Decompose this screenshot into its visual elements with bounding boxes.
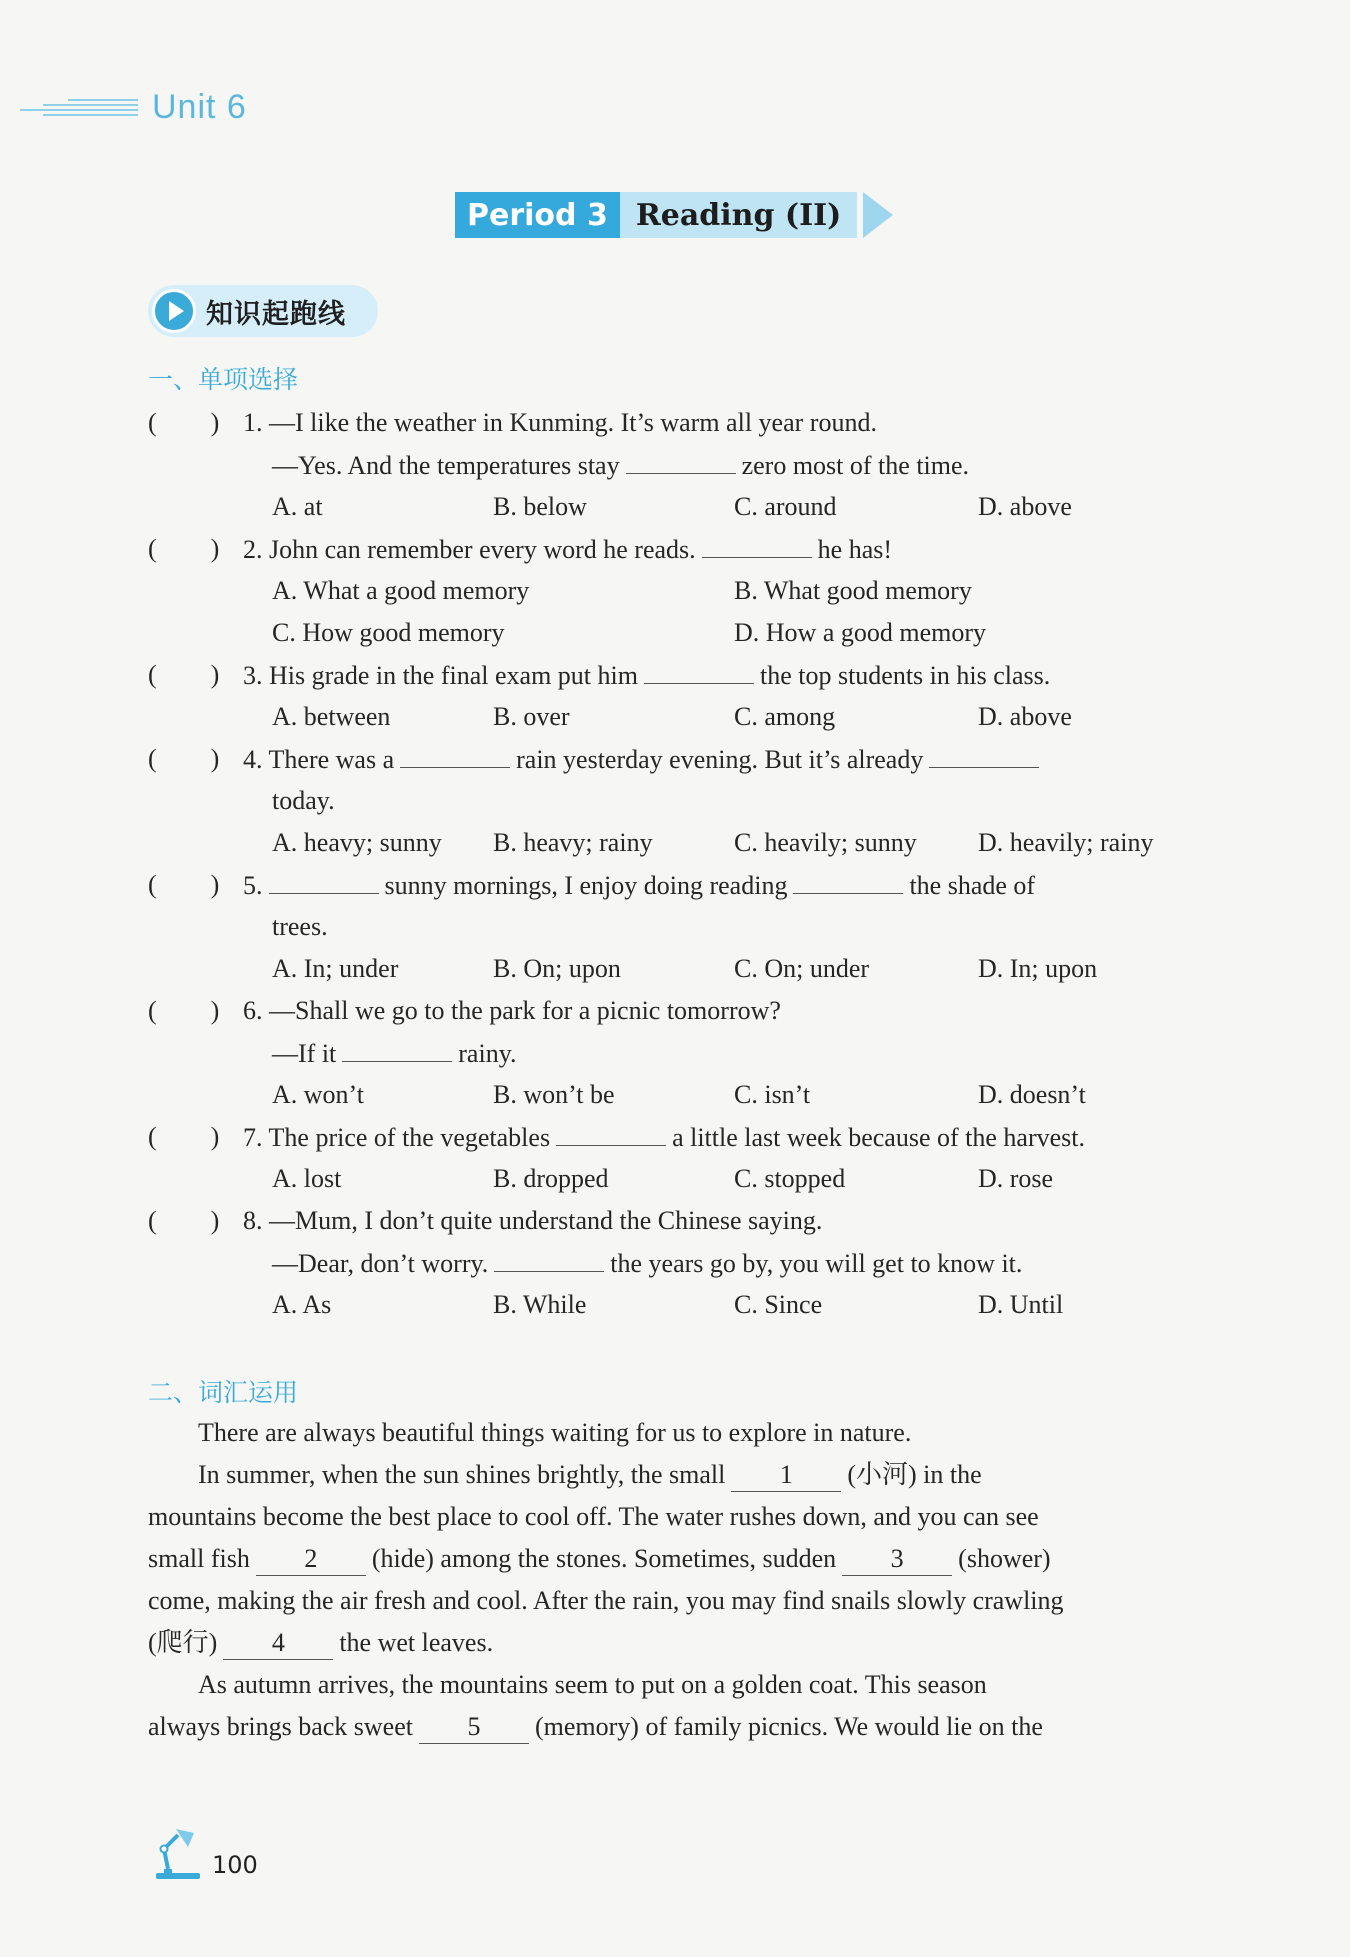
question-1-line-2: —Yes. And the temperatures stay zero most of the time. (272, 451, 970, 480)
passage-line-7: As autumn arrives, the mountains seem to put on a golden coat. This season (198, 1670, 987, 1699)
unit-title: Unit 6 (152, 88, 247, 126)
option-d: D. above (978, 492, 1072, 521)
desk-lamp-icon (150, 1825, 204, 1881)
question-6-line-2: —If it rainy. (272, 1039, 517, 1068)
option-d: D. heavily; rainy (978, 828, 1154, 857)
answer-bracket[interactable]: ( ) (148, 1206, 220, 1235)
option-a: A. lost (272, 1164, 342, 1193)
question-5-line-2: trees. (272, 912, 328, 941)
option-d: D. How a good memory (734, 618, 987, 647)
option-a: A. As (272, 1290, 332, 1319)
option-b: B. dropped (493, 1164, 609, 1193)
question-5-line-1: 5. sunny mornings, I enjoy doing reading the shade of (243, 871, 1036, 900)
answer-bracket[interactable]: ( ) (148, 870, 220, 899)
page-footer (150, 1825, 258, 1881)
answer-blank[interactable] (793, 869, 903, 894)
option-d: D. rose (978, 1164, 1054, 1193)
option-a: A. won’t (272, 1080, 364, 1109)
passage-line-4: small fish 2 (hide) among the stones. Sometimes, sudden 3 (shower) (148, 1543, 1051, 1576)
question-7-line-1: 7. The price of the vegetables a little last week because of the harvest. (243, 1123, 1086, 1152)
option-b: B. On; upon (493, 954, 621, 983)
question-2-line-1: 2. John can remember every word he reads. he has! (243, 535, 893, 564)
answer-bracket[interactable]: ( ) (148, 1122, 220, 1151)
option-c: C. heavily; sunny (734, 828, 917, 857)
numbered-blank[interactable]: 5 (419, 1711, 529, 1744)
option-d: D. doesn’t (978, 1080, 1086, 1109)
option-c: C. among (734, 702, 836, 731)
option-b: B. heavy; rainy (493, 828, 653, 857)
answer-bracket[interactable]: ( ) (148, 534, 220, 563)
question-4-line-1: 4. There was a rain yesterday evening. But it’s already (243, 743, 1045, 776)
answer-blank[interactable] (644, 659, 754, 684)
answer-blank[interactable] (556, 1121, 666, 1146)
part2-heading: 二、词汇运用 (148, 1378, 299, 1407)
option-c: C. On; under (734, 954, 870, 983)
option-a: A. In; under (272, 954, 399, 983)
option-d: D. above (978, 702, 1072, 731)
numbered-blank[interactable]: 3 (842, 1543, 952, 1576)
banner-arrow-icon (863, 192, 893, 238)
question-8-line-1: 8. —Mum, I don’t quite understand the Chinese saying. (243, 1206, 823, 1235)
option-c: C. stopped (734, 1164, 846, 1193)
play-icon (152, 289, 196, 333)
question-8-line-2: —Dear, don’t worry. the years go by, you will get to know it. (272, 1249, 1023, 1278)
answer-blank[interactable] (626, 449, 736, 474)
page-number: 100 (212, 1851, 258, 1879)
passage-line-1: There are always beautiful things waiting for us to explore in nature. (198, 1418, 912, 1447)
answer-blank[interactable] (269, 869, 379, 894)
option-a: A. What a good memory (272, 576, 530, 605)
answer-bracket[interactable]: ( ) (148, 996, 220, 1025)
section-tag-label: 知识起跑线 (206, 298, 346, 330)
option-d: D. In; upon (978, 954, 1098, 983)
option-c: C. isn’t (734, 1080, 811, 1109)
numbered-blank[interactable]: 4 (223, 1627, 333, 1660)
answer-bracket[interactable]: ( ) (148, 660, 220, 689)
question-3-line-1: 3. His grade in the final exam put him the top students in his class. (243, 661, 1051, 690)
option-b: B. What good memory (734, 576, 972, 605)
option-d: D. Until (978, 1290, 1064, 1319)
passage-line-8: always brings back sweet 5 (memory) of family picnics. We would lie on the (148, 1711, 1043, 1744)
period-subtitle: Reading (II) (620, 192, 858, 238)
answer-blank[interactable] (400, 743, 510, 768)
numbered-blank[interactable]: 1 (731, 1459, 841, 1492)
answer-blank[interactable] (702, 533, 812, 558)
answer-bracket[interactable]: ( ) (148, 744, 220, 773)
unit-header (20, 88, 247, 127)
option-b: B. below (493, 492, 587, 521)
question-1-line-1: 1. —I like the weather in Kunming. It’s warm all year round. (243, 408, 877, 437)
passage-line-2: In summer, when the sun shines brightly, the small 1 (小河) in the (198, 1459, 982, 1492)
question-4-line-2: today. (272, 786, 335, 815)
part1-heading: 一、单项选择 (148, 365, 299, 394)
option-a: A. heavy; sunny (272, 828, 442, 857)
passage-line-5: come, making the air fresh and cool. After the rain, you may find snails slowly crawling (148, 1586, 1064, 1615)
unit-decor-lines (20, 97, 138, 119)
option-a: A. at (272, 492, 323, 521)
period-label: Period 3 (455, 192, 620, 238)
section-tag (148, 285, 378, 337)
answer-bracket[interactable]: ( ) (148, 408, 220, 437)
answer-blank[interactable] (494, 1247, 604, 1272)
period-banner (455, 192, 893, 238)
option-c: C. How good memory (272, 618, 505, 647)
option-a: A. between (272, 702, 391, 731)
option-c: C. around (734, 492, 837, 521)
numbered-blank[interactable]: 2 (256, 1543, 366, 1576)
option-b: B. won’t be (493, 1080, 615, 1109)
answer-blank[interactable] (342, 1037, 452, 1062)
option-c: C. Since (734, 1290, 823, 1319)
option-b: B. over (493, 702, 570, 731)
answer-blank[interactable] (929, 743, 1039, 768)
option-b: B. While (493, 1290, 587, 1319)
passage-line-3: mountains become the best place to cool off. The water rushes down, and you can see (148, 1502, 1039, 1531)
question-6-line-1: 6. —Shall we go to the park for a picnic tomorrow? (243, 996, 781, 1025)
passage-line-6: (爬行) 4 the wet leaves. (148, 1627, 493, 1660)
